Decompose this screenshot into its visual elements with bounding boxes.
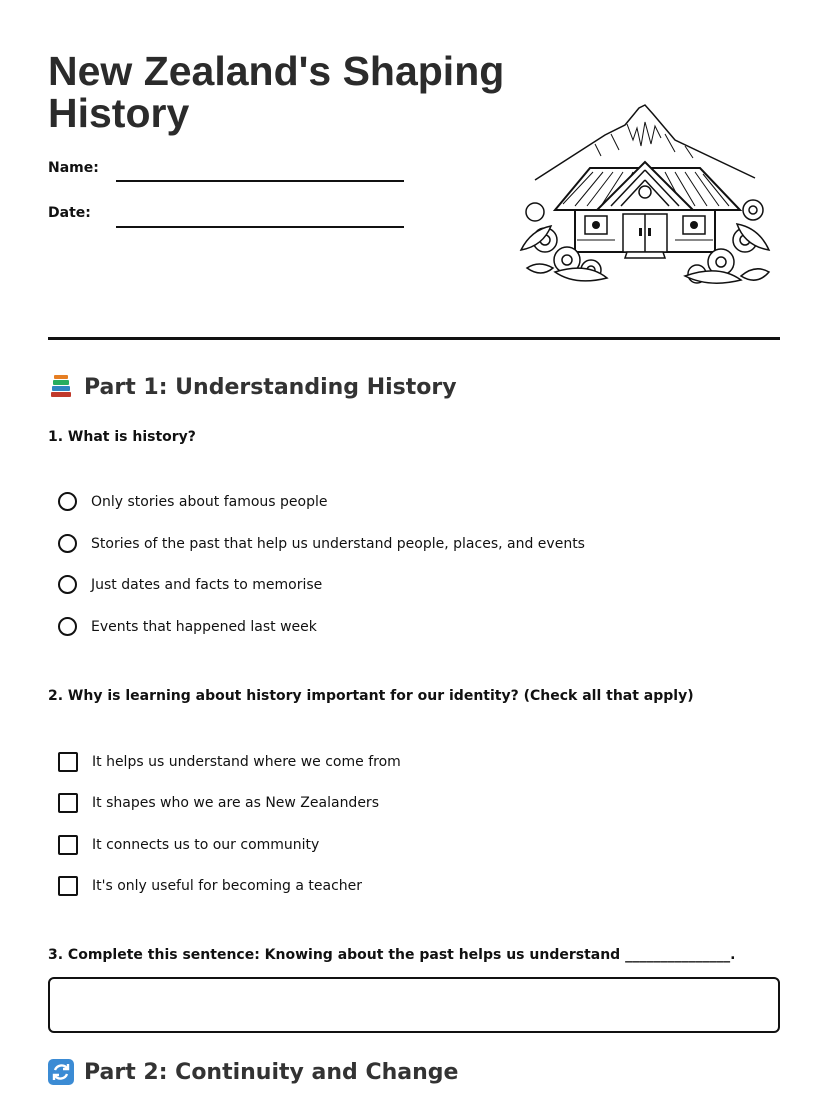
option-label: Events that happened last week (91, 618, 317, 635)
cycle-arrows-icon (48, 1059, 74, 1085)
question-1: 1. What is history? (48, 429, 196, 445)
checkbox[interactable] (58, 835, 78, 855)
books-icon (48, 374, 74, 400)
q3-answer-box[interactable] (48, 977, 780, 1033)
q1-option[interactable] (58, 617, 317, 636)
radio-button[interactable] (58, 534, 77, 553)
option-label: Stories of the past that help us understand people, places, and events (91, 535, 585, 552)
radio-button[interactable] (58, 575, 77, 594)
q1-option[interactable] (58, 492, 328, 511)
part1-title (48, 374, 457, 400)
option-label: Only stories about famous people (91, 493, 328, 510)
name-line[interactable] (116, 180, 404, 182)
q2-option[interactable] (58, 835, 319, 855)
option-label: It helps us understand where we come from (92, 754, 401, 770)
q1-option[interactable] (58, 575, 322, 594)
section-divider (48, 337, 780, 340)
date-line[interactable] (116, 226, 404, 228)
radio-button[interactable] (58, 617, 77, 636)
part1-title-text: Part 1: Understanding History (84, 374, 457, 400)
option-label: It shapes who we are as New Zealanders (92, 795, 379, 811)
date-label: Date: (48, 205, 91, 221)
question-3: 3. Complete this sentence: Knowing about the past helps us understand _______________. (48, 947, 736, 963)
part2-title (48, 1059, 458, 1085)
part2-title-text: Part 2: Continuity and Change (84, 1059, 459, 1085)
q2-option[interactable] (58, 752, 401, 772)
name-label: Name: (48, 160, 99, 176)
checkbox[interactable] (58, 876, 78, 896)
q1-option[interactable] (58, 534, 585, 553)
q2-option[interactable] (58, 876, 362, 896)
page-title: New Zealand's Shaping History (48, 48, 505, 136)
checkbox[interactable] (58, 752, 78, 772)
option-label: It connects us to our community (92, 837, 320, 853)
option-label: It's only useful for becoming a teacher (92, 878, 363, 894)
wharenui-mountain-illustration (515, 100, 775, 290)
radio-button[interactable] (58, 492, 77, 511)
question-2: 2. Why is learning about history important for our identity? (Check all that apply) (48, 688, 694, 704)
checkbox[interactable] (58, 793, 78, 813)
q2-option[interactable] (58, 793, 379, 813)
option-label: Just dates and facts to memorise (91, 576, 323, 593)
